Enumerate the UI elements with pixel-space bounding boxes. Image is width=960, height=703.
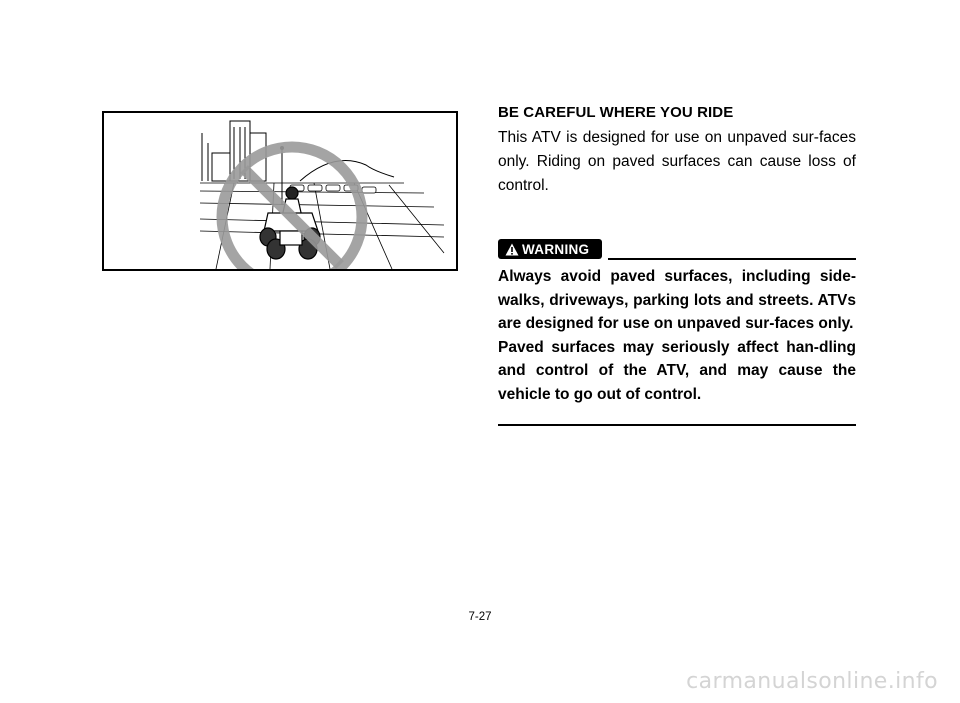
page-number: 7-27 [468, 611, 492, 623]
warning-header [498, 239, 856, 263]
warning-label: WARNING [522, 241, 590, 257]
intro-paragraph: This ATV is designed for use on unpaved sur-faces only. Riding on paved surfaces can cause loss of control. [498, 129, 856, 194]
warning-paragraph-1: Always avoid paved surfaces, including side-walks, driveways, parking lots and streets. ATVs are designed for use on unpaved sur-faces only. [498, 268, 856, 332]
warning-paragraph-2: Paved surfaces may seriously affect han-dling and control of the ATV, and may cause the vehicle to go out of control. [498, 338, 856, 403]
warning-badge [498, 239, 602, 259]
warning-body [498, 265, 856, 406]
warning-top-rule [608, 258, 856, 260]
warning-bottom-rule [498, 424, 856, 426]
no-riding-on-pavement-illustration [104, 113, 456, 269]
content-column [498, 103, 856, 198]
illustration-figure [102, 111, 458, 271]
warning-triangle-icon [505, 243, 519, 256]
section-heading: BE CAREFUL WHERE YOU RIDE [498, 104, 734, 121]
watermark: carmanualsonline.info [686, 669, 938, 694]
